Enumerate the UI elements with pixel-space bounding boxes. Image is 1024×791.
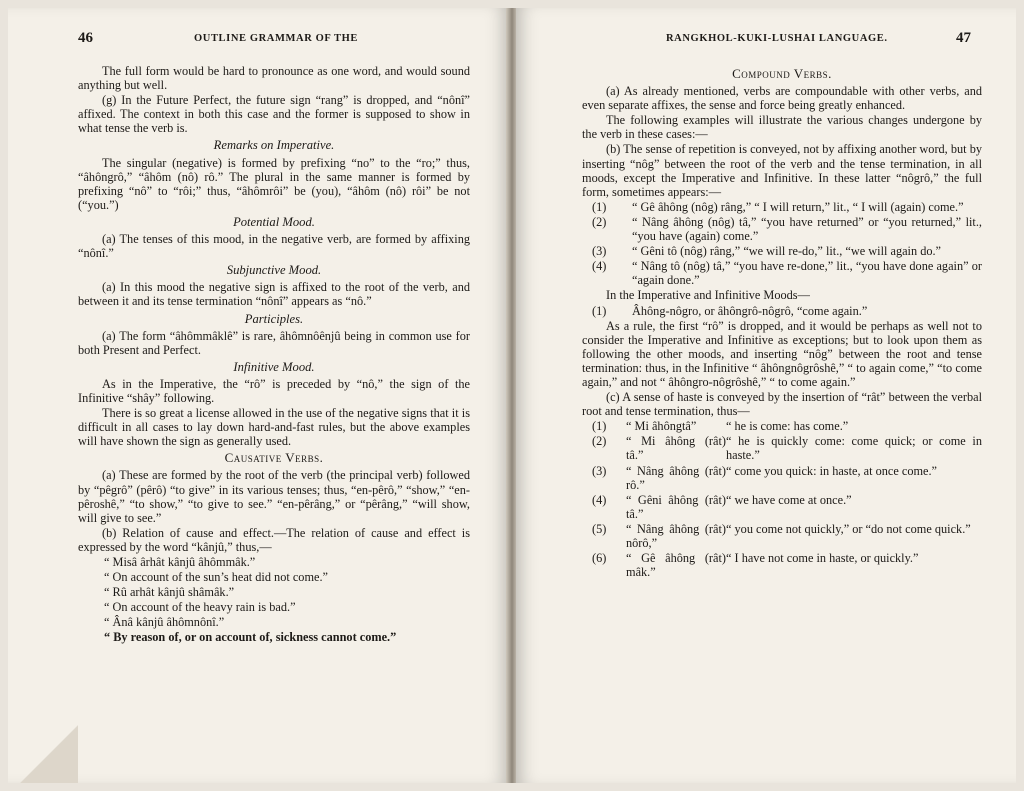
row-phrase: “ Nâng âhông (rât) nôrô,” <box>626 521 726 550</box>
section-heading: Remarks on Imperative. <box>213 138 335 153</box>
row-phrase: “ Gê âhông (rât) mâk.” <box>626 551 726 580</box>
left-running-title: OUTLINE GRAMMAR OF THE <box>194 33 358 44</box>
section-heading: Potential Mood. <box>233 214 315 229</box>
paragraph: As a rule, the first “rô” is dropped, and it would be perhaps as well not to consider the Imperative and Infinitive as exceptions; but to look upon them as following the other moods, and inserting “nôg” between the root and tense termination: thus, in the Infinitive “ âhôngnôgrôshê,” “ to again come,” “to come again,” and not “ âhôngro-nôgrôshê,” “ to come again.” <box>582 318 982 389</box>
example-text: “ Gê âhông (nôg) râng,” “ I will return,” lit., “ I will (again) come.” <box>632 199 964 214</box>
paragraph: (b) Relation of cause and effect.—The relation of cause and effect is expressed by the word “kânjû,” thus,— <box>78 525 470 554</box>
row-phrase: “ Mi âhôngtâ” <box>626 419 697 434</box>
right-running-title: RANGKHOL-KUKI-LUSHAI LANGUAGE. <box>666 33 888 44</box>
example-number: (1) <box>592 303 607 318</box>
example-text: “ Nâng âhông (nôg) tâ,” “you have returned” or “you returned,” lit., “you have (again) come.” <box>632 214 982 244</box>
example-number: (4) <box>592 259 607 274</box>
right-page <box>516 8 1016 783</box>
paragraph: (g) In the Future Perfect, the future sign “rang” is dropped, and “nônî” affixed. The context in both this case and the former is supposed to show in what tense the verb is. <box>78 93 470 136</box>
paragraph: (a) As already mentioned, verbs are compoundable with other verbs, and even separate affixes, the sense and force being greatly enhanced. <box>582 84 982 113</box>
paragraph: The singular (negative) is formed by prefixing “no” to the “ro;” thus, “âhôngrô,” “âhôm (nô) rô.” The plural in the same manner is formed by prefixing “nô” to “rôi;” thus, “âhômrôi” be (you), “âhôm (nô) rôi” be not (“you.”) <box>78 155 470 212</box>
table-row <box>582 522 982 550</box>
example-table <box>582 419 982 579</box>
example-quote: “ Rû arhât kânjû shâmâk.” <box>104 585 235 600</box>
example-quote: “ By reason of, or on account of, sickness cannot come.” <box>104 630 397 645</box>
numbered-example <box>582 215 982 243</box>
row-phrase: “ Mi âhông (rât) tâ.” <box>626 434 726 463</box>
row-translation: “ he is come: has come.” <box>726 419 849 434</box>
row-translation: “ come you quick: in haste, at once come.” <box>726 463 938 478</box>
paragraph: The following examples will illustrate the various changes undergone by the verb in these cases:— <box>582 113 982 142</box>
paragraph: (b) The sense of repetition is conveyed, not by affixing another word, but by inserting “nôg” between the root of the verb and the tense termination, in all moods, except the Imperative and Infinitive. In these latter “nôgrô,” the full form, sometimes appears:— <box>582 142 982 199</box>
paragraph: As in the Imperative, the “rô” is preceded by “nô,” the sign of the Infinitive “shây” following. <box>78 376 470 405</box>
right-page-body <box>582 64 982 580</box>
table-row <box>582 493 982 521</box>
left-page-body <box>78 64 470 646</box>
row-number: (5) <box>592 521 607 536</box>
right-page-number: 47 <box>956 30 971 46</box>
example-text: Âhông-nôgro, or âhôngrô-nôgrô, “come again.” <box>632 303 868 318</box>
table-row <box>582 464 982 492</box>
section-heading: Causative Verbs. <box>224 450 324 466</box>
numbered-example <box>582 200 982 214</box>
left-page <box>8 8 508 783</box>
example-number: (1) <box>592 199 607 214</box>
section-heading: Compound Verbs. <box>732 66 832 81</box>
page-corner <box>8 723 78 783</box>
example-quote: “ Misâ ârhât kânjû âhômmâk.” <box>104 555 256 569</box>
row-translation: “ he is quickly come: come quick; or come in haste.” <box>726 434 982 463</box>
paragraph: (a) The tenses of this mood, in the negative verb, are formed by affixing “nônî.” <box>78 232 470 261</box>
numbered-example <box>582 244 982 258</box>
row-translation: “ we have come at once.” <box>726 492 852 507</box>
paragraph: The full form would be hard to pronounce as one word, and would sound anything but well. <box>78 64 470 93</box>
paragraph: (a) In this mood the negative sign is affixed to the root of the verb, and between it and its tense termination “nônî” appears as “nô.” <box>78 280 470 309</box>
numbered-example <box>582 259 982 287</box>
example-text: “ Nâng tô (nôg) tâ,” “you have re-done,” lit., “you have done again” or “again done.” <box>632 259 982 288</box>
example-quote: “ Ânâ kânjû âhômnônî.” <box>104 615 225 630</box>
table-row <box>582 551 982 579</box>
example-number: (2) <box>592 214 607 229</box>
numbered-example <box>582 304 982 318</box>
left-page-number: 46 <box>78 30 93 46</box>
section-heading: Participles. <box>244 311 304 326</box>
row-phrase: “ Nâng âhông (rât) rô.” <box>626 463 726 492</box>
paragraph: (a) The form “âhômmâklê” is rare, âhômnôênjû being in common use for both Present and Perfect. <box>78 328 470 357</box>
section-heading: Subjunctive Mood. <box>226 263 322 278</box>
row-translation: “ you come not quickly,” or “do not come quick.” <box>726 521 971 536</box>
section-heading: Infinitive Mood. <box>233 359 315 374</box>
row-number: (3) <box>592 463 607 478</box>
example-text: “ Gêni tô (nôg) râng,” “we will re-do,” lit., “we will again do.” <box>632 244 942 259</box>
row-number: (4) <box>592 492 607 507</box>
row-phrase: “ Gêni âhông (rât) tâ.” <box>626 492 726 521</box>
right-running-head <box>516 30 1016 50</box>
example-quote: “ On account of the sun’s heat did not come.” <box>104 570 329 585</box>
row-translation: “ I have not come in haste, or quickly.” <box>726 551 919 566</box>
paragraph: (c) A sense of haste is conveyed by the insertion of “rât” between the verbal root and tense termination, thus— <box>582 390 982 419</box>
row-number: (6) <box>592 551 607 566</box>
row-number: (1) <box>592 419 607 434</box>
example-quote: “ On account of the heavy rain is bad.” <box>104 600 296 615</box>
table-row <box>582 419 982 433</box>
table-row <box>582 434 982 462</box>
row-number: (2) <box>592 434 607 449</box>
example-number: (3) <box>592 244 607 259</box>
paragraph: There is so great a license allowed in the use of the negative signs that it is difficult in all cases to lay down hard-and-fast rules, but the above examples will have shown the sign as generally used. <box>78 406 470 449</box>
paragraph: (a) These are formed by the root of the verb (the principal verb) followed by “pêgrô” (pêrô) “to give” in its various tenses; thus, “en-pêrô,” “show,” “en-pêroshê,” “to show,” “to give to see.” “en-pêrâng,” or “pêrâng,” “will show, will give to see.” <box>78 468 470 525</box>
paragraph: In the Imperative and Infinitive Moods— <box>606 288 810 303</box>
left-running-head <box>8 30 508 50</box>
